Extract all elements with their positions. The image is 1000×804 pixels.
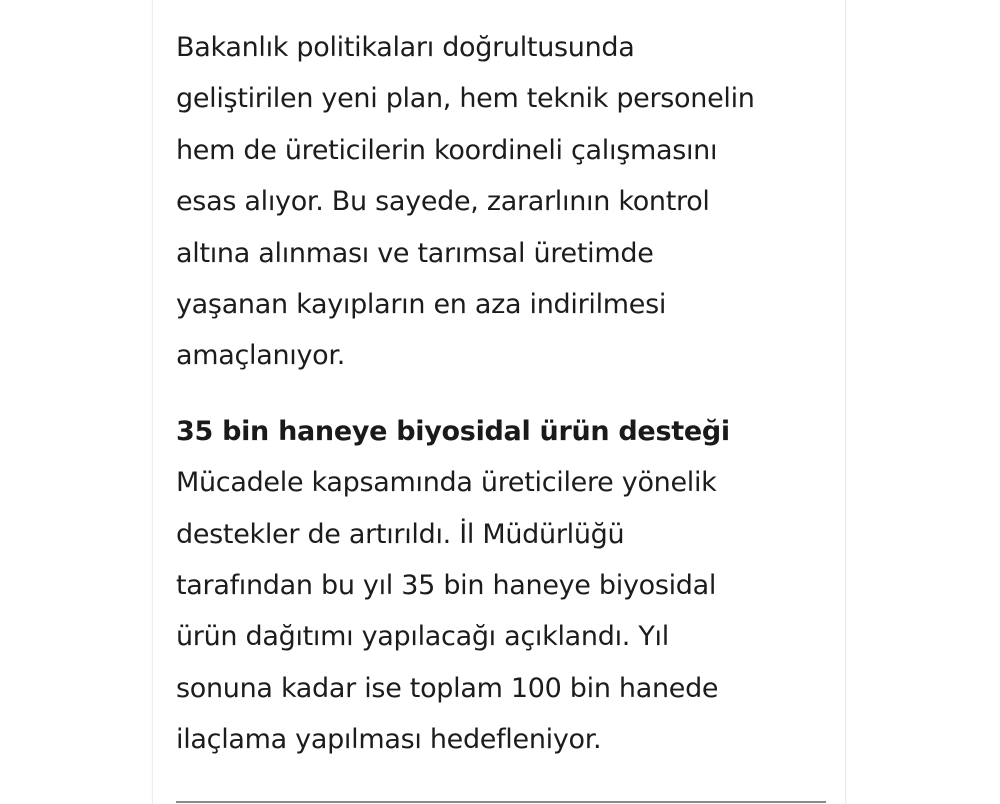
paragraph-line: sonuna kadar ise toplam 100 bin hanede	[176, 672, 719, 704]
paragraph-line: tarafından bu yıl 35 bin haneye biyosidal	[176, 570, 717, 602]
paragraph-line: yaşanan kayıpların en aza indirilmesi	[176, 289, 667, 321]
paragraph-line: ilaçlama yapılması hedefleniyor.	[176, 724, 602, 756]
paragraph-line: geliştirilen yeni plan, hem teknik personelin	[176, 83, 755, 115]
paragraph-1	[176, 22, 826, 382]
paragraph-line: amaçlanıyor.	[176, 340, 345, 372]
article-body	[176, 22, 826, 766]
paragraph-line: ürün dağıtımı yapılacağı açıklandı. Yıl	[176, 621, 669, 653]
section-subheading: 35 bin haneye biyosidal ürün desteği	[176, 415, 730, 447]
paragraph-line: Mücadele kapsamında üreticilere yönelik	[176, 467, 717, 499]
paragraph-2	[176, 457, 826, 765]
paragraph-line: destekler de artırıldı. İl Müdürlüğü	[176, 518, 625, 550]
paragraph-line: Bakanlık politikaları doğrultusunda	[176, 32, 635, 63]
section-divider	[176, 801, 826, 803]
paragraph-line: hem de üreticilerin koordineli çalışmasını	[176, 134, 718, 166]
paragraph-spacer	[176, 382, 826, 406]
paragraph-line: esas alıyor. Bu sayede, zararlının kontrol	[176, 186, 710, 218]
paragraph-line: altına alınması ve tarımsal üretimde	[176, 237, 654, 269]
